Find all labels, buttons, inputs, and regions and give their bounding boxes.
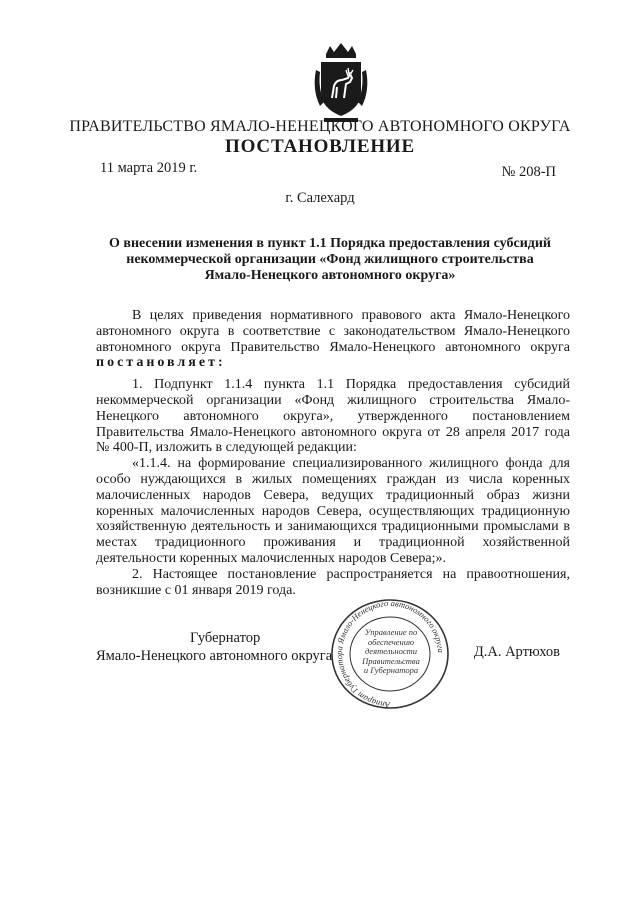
item-1-quote: «1.1.4. на формирование специализированного жилищного фонда для особо нуждающихся в жилых помещениях граждан из числа коренных малочисленных народов Севера, ведущих традиционный образ жизни коренных малочисленных народов Севера, осуществляющих традиционную хозяйственную деятельность и занимающихся традиционными промыслами в местах традиционного проживания и традиционной хозяйственной деятельности коренных малочисленных народов Севера;».	[96, 456, 570, 566]
signatory-name: Д.А. Артюхов	[473, 644, 560, 660]
item-1-paragraph: 1. Подпункт 1.1.4 пункта 1.1 Порядка предоставления субсидий некоммерческой организации «Фонд жилищного строительства Ямало-Ненецкого автономного округа», утвержденного постановлением Правительства Ямало-Ненецкого автономного округа от 28 апреля 2017 года № 400-П, изложить в следующей редакции:	[96, 377, 570, 456]
preamble-text: В целях приведения нормативного правового акта Ямало-Ненецкого автономного округа в соответствие с законодательством Ямало-Ненецкого автономного округа Правительство Ямало-Ненецкого автономного округа	[96, 308, 570, 355]
signatory-region: Ямало-Ненецкого автономного округа	[96, 648, 333, 664]
resolve-word: постановляет:	[96, 355, 226, 371]
document-type: ПОСТАНОВЛЕНИЕ	[225, 136, 415, 157]
item-2-paragraph: 2. Настоящее постановление распространяется на правоотношения, возникшие с 01 января 2019 года.	[96, 566, 570, 598]
document-body	[96, 308, 570, 604]
document-number: № 208-П	[501, 164, 556, 180]
organization-name: ПРАВИТЕЛЬСТВО ЯМАЛО-НЕНЕЦКОГО АВТОНОМНОГО ОКРУГА	[69, 118, 571, 135]
official-stamp	[320, 594, 460, 712]
title-line: Ямало-Ненецкого автономного округа»	[204, 268, 456, 283]
stamp-inner-text: Управление по обеспечению деятельности Правительства и Губернатора	[362, 628, 420, 675]
title-line: О внесении изменения в пункт 1.1 Порядка предоставления субсидий	[109, 236, 551, 251]
document-title	[100, 236, 560, 284]
coat-of-arms-icon	[296, 40, 386, 130]
preamble-paragraph	[96, 308, 570, 371]
stamp-ring-text: Аппарат Губернатора Ямало-Ненецкого автономного округа	[334, 597, 447, 711]
document-city: г. Салехард	[285, 190, 355, 206]
document-date: 11 марта 2019 г.	[100, 160, 198, 176]
signatory-role	[96, 629, 346, 665]
title-line: некоммерческой организации «Фонд жилищного строительства	[126, 252, 534, 267]
signatory-title: Губернатор	[190, 630, 261, 646]
